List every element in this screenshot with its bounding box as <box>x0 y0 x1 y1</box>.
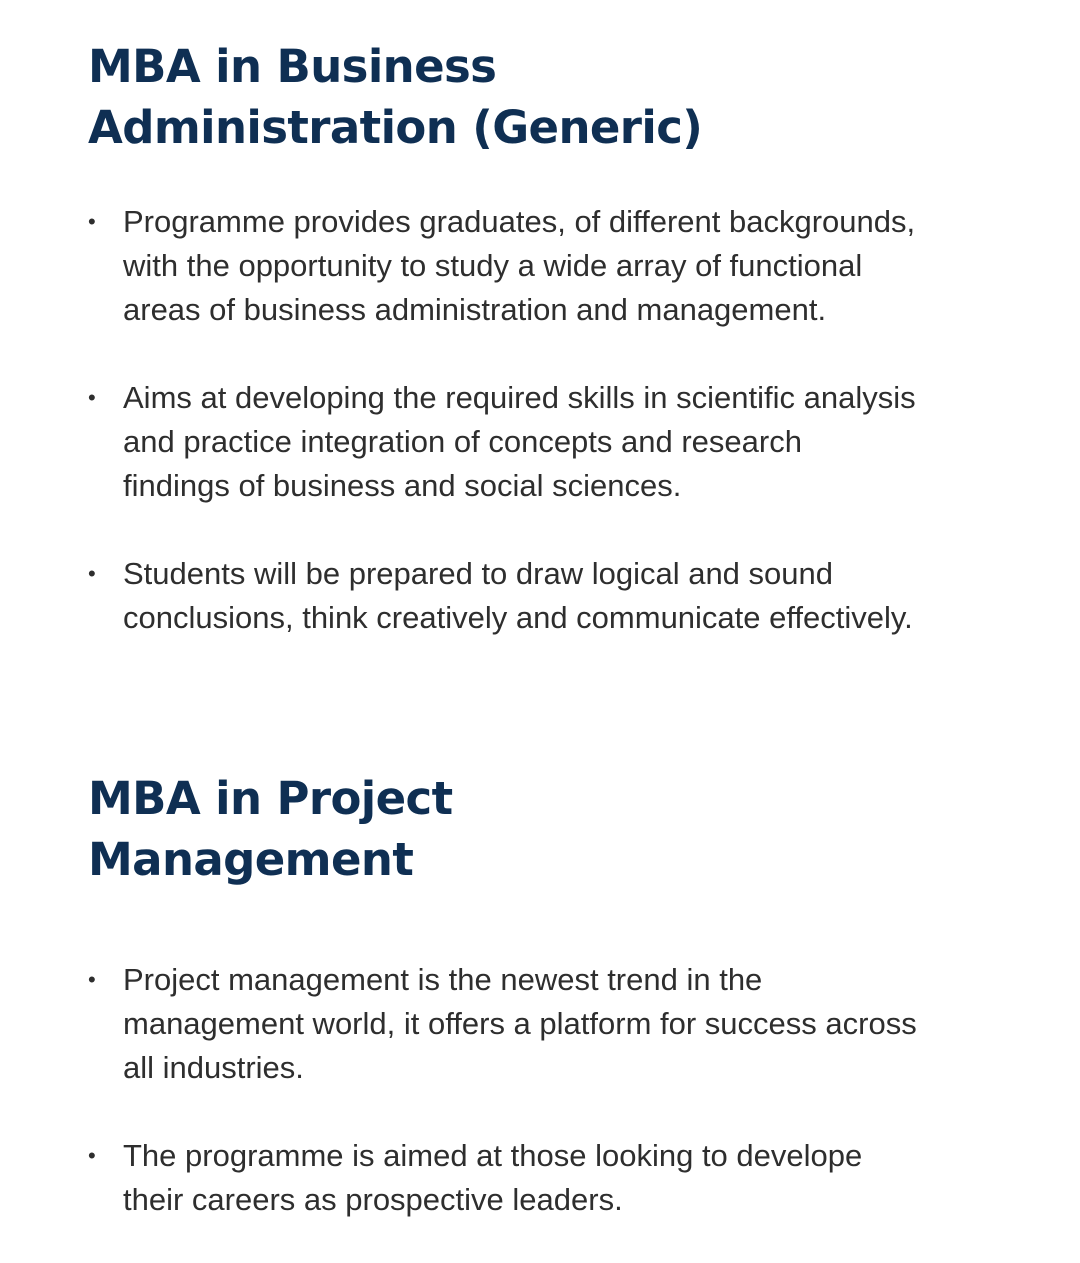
section-title <box>88 768 988 890</box>
bullet-dot-icon: • <box>88 209 96 234</box>
bullet-dot-icon: • <box>88 1143 96 1168</box>
bullet-text-line: Programme provides graduates, of different backgrounds, <box>123 204 916 239</box>
bullet-text-line: Students will be prepared to draw logical and sound <box>123 556 834 591</box>
bullet-dot-icon: • <box>88 967 96 992</box>
title-line: MBA in Project <box>88 772 453 825</box>
bullet-item <box>88 376 988 508</box>
bullet-text-line: all industries. <box>123 1050 304 1085</box>
bullet-text-line: with the opportunity to study a wide array of functional <box>123 248 863 283</box>
bullet-list <box>88 958 988 1222</box>
bullet-text-line: Aims at developing the required skills in scientific analysis <box>123 380 916 415</box>
bullet-text-line: Project management is the newest trend in the <box>123 962 763 997</box>
bullet-list <box>88 200 988 640</box>
bullet-text-line: their careers as prospective leaders. <box>123 1182 623 1217</box>
bullet-text-line: management world, it offers a platform for success across <box>123 1006 917 1041</box>
bullet-text-line: conclusions, think creatively and communicate effectively. <box>123 600 913 635</box>
title-line: Management <box>88 833 414 886</box>
bullet-item <box>88 200 988 332</box>
bullet-item <box>88 1134 988 1222</box>
bullet-text-line: findings of business and social sciences. <box>123 468 682 503</box>
bullet-item <box>88 552 988 640</box>
bullet-text-line: areas of business administration and management. <box>123 292 827 327</box>
bullet-text-line: The programme is aimed at those looking to develope <box>123 1138 863 1173</box>
section-title <box>88 36 988 158</box>
section-project-management <box>88 768 988 1222</box>
bullet-dot-icon: • <box>88 385 96 410</box>
bullet-item <box>88 958 988 1090</box>
bullet-text-line: and practice integration of concepts and research <box>123 424 802 459</box>
title-line: Administration (Generic) <box>88 101 703 154</box>
title-line: MBA in Business <box>88 40 497 93</box>
bullet-dot-icon: • <box>88 561 96 586</box>
section-business-administration <box>88 36 988 640</box>
